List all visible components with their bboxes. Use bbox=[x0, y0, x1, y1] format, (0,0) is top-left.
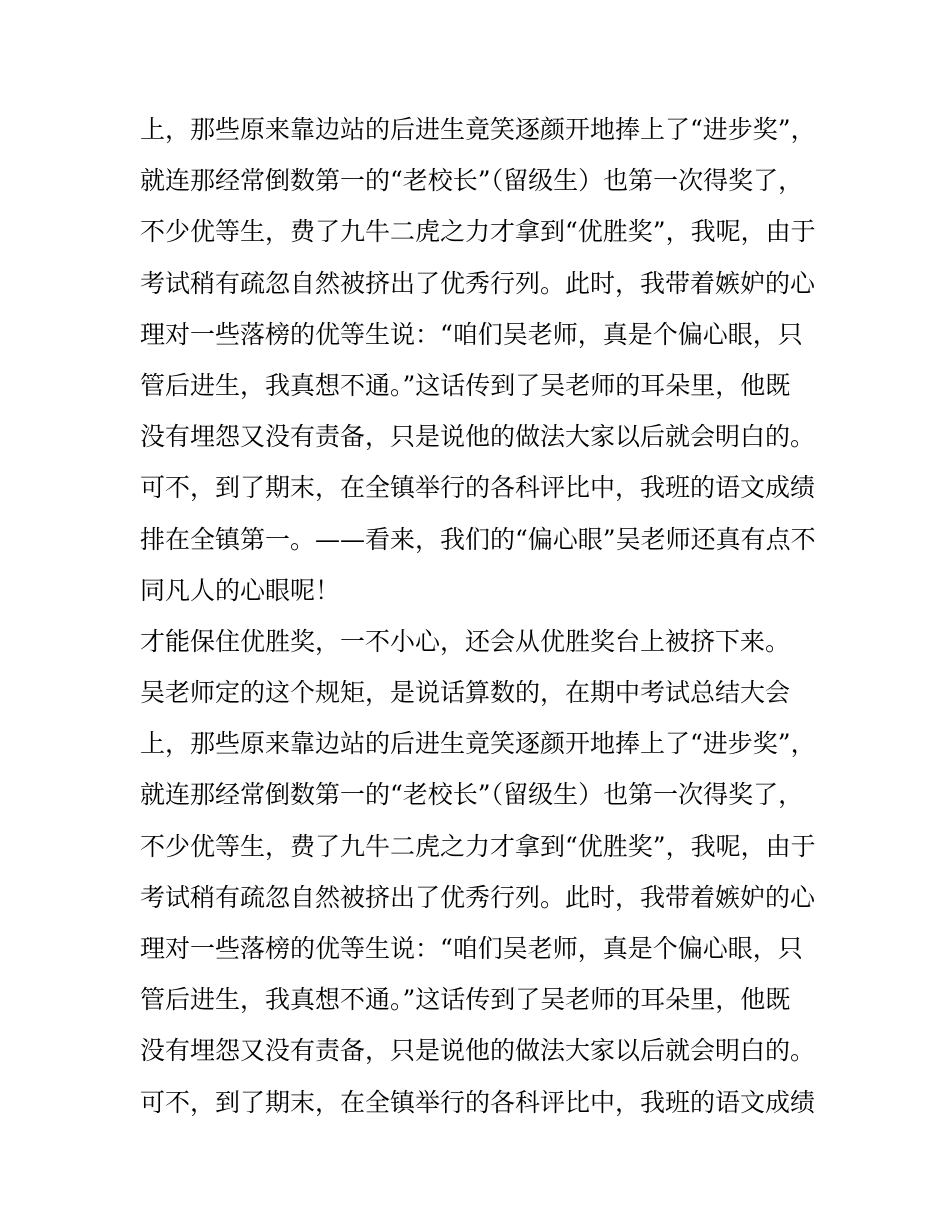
text-line-2: 就连那经常倒数第一的“老校长”（留级生）也第一次得奖了， bbox=[140, 166, 804, 196]
text-line-8: 可不，到了期末，在全镇举行的各科评比中，我班的语文成绩 bbox=[140, 473, 816, 503]
text-line-19: 没有埋怨又没有责备，只是说他的做法大家以后就会明白的。 bbox=[140, 1036, 816, 1066]
text-line-17: 理对一些落榜的优等生说：“咱们吴老师，真是个偏心眼，只 bbox=[140, 934, 803, 963]
text-line-12: 吴老师定的这个规矩，是说话算数的，在期中考试总结大会 bbox=[140, 678, 791, 708]
text-line-10: 同凡人的心眼呢！ bbox=[140, 575, 341, 605]
text-line-7: 没有埋怨又没有责备，只是说他的做法大家以后就会明白的。 bbox=[140, 422, 816, 452]
text-line-14: 就连那经常倒数第一的“老校长”（留级生）也第一次得奖了， bbox=[140, 780, 804, 810]
text-line-5: 理对一些落榜的优等生说：“咱们吴老师，真是个偏心眼，只 bbox=[140, 319, 803, 349]
text-line-9: 排在全镇第一。——看来，我们的“偏心眼”吴老师还真有点不 bbox=[140, 524, 816, 554]
text-line-18: 管后进生，我真想不通。”这话传到了吴老师的耳朵里，他既 bbox=[140, 985, 791, 1015]
text-line-1: 上，那些原来靠边站的后进生竟笑逐颜开地捧上了“进步奖”， bbox=[140, 115, 816, 144]
text-line-4: 考试稍有疏忽自然被挤出了优秀行列。此时，我带着嫉妒的心 bbox=[140, 268, 816, 298]
text-line-11: 才能保住优胜奖，一不小心，还会从优胜奖台上被挤下来。 bbox=[140, 626, 791, 656]
text-line-6: 管后进生，我真想不通。”这话传到了吴老师的耳朵里，他既 bbox=[140, 370, 791, 400]
text-line-16: 考试稍有疏忽自然被挤出了优秀行列。此时，我带着嫉妒的心 bbox=[140, 882, 816, 912]
text-line-3: 不少优等生，费了九牛二虎之力才拿到“优胜奖”，我呢，由于 bbox=[140, 217, 816, 247]
text-line-15: 不少优等生，费了九牛二虎之力才拿到“优胜奖”，我呢，由于 bbox=[140, 831, 816, 861]
text-line-13: 上，那些原来靠边站的后进生竟笑逐颜开地捧上了“进步奖”， bbox=[140, 729, 816, 759]
text-line-20: 可不，到了期末，在全镇举行的各科评比中，我班的语文成绩 bbox=[140, 1087, 816, 1117]
body-text bbox=[140, 104, 820, 1128]
